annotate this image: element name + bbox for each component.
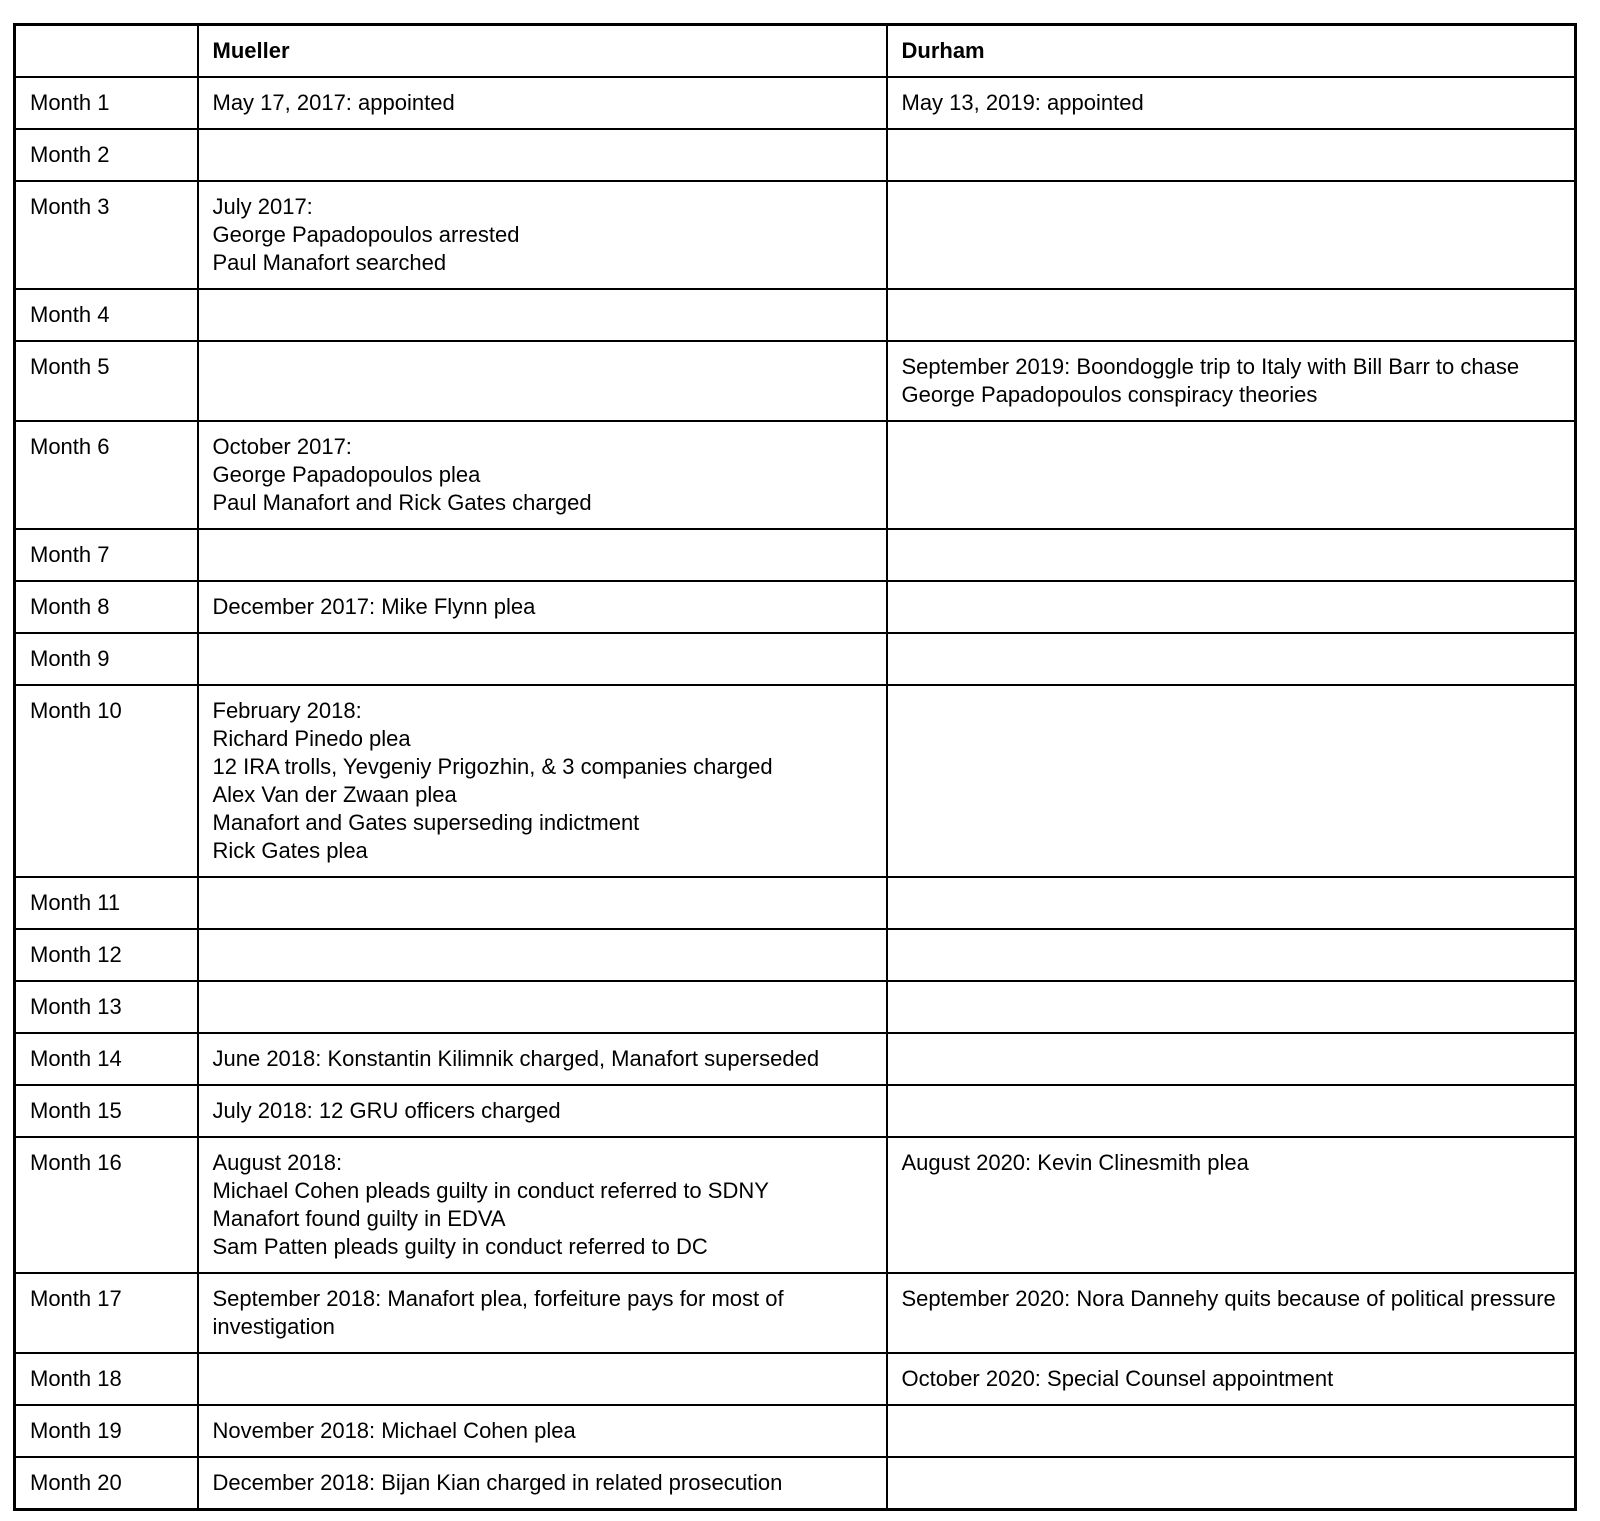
durham-cell [887, 581, 1576, 633]
cell-line: September 2018: Manafort plea, forfeiture pays for most of investigation [212, 1286, 784, 1339]
cell-line: September 2019: Boondoggle trip to Italy with Bill Barr to chase George Papadopoulos conspiracy theories [901, 354, 1520, 407]
table-row [15, 633, 1576, 685]
header-mueller: Mueller [198, 25, 887, 78]
cell-line: Sam Patten pleads guilty in conduct referred to DC [212, 1234, 708, 1259]
durham-cell [887, 341, 1576, 421]
cell-line: May 17, 2017: appointed [212, 90, 455, 115]
mueller-cell [198, 581, 887, 633]
mueller-cell [198, 341, 887, 421]
month-label: Month 12 [15, 929, 198, 981]
mueller-cell [198, 877, 887, 929]
durham-cell [887, 421, 1576, 529]
month-label: Month 20 [15, 1457, 198, 1510]
table-row [15, 1085, 1576, 1137]
durham-cell [887, 529, 1576, 581]
cell-line: August 2018: [212, 1150, 343, 1175]
cell-line: May 13, 2019: appointed [901, 90, 1144, 115]
table-row [15, 1405, 1576, 1457]
month-label: Month 19 [15, 1405, 198, 1457]
month-label: Month 1 [15, 77, 198, 129]
mueller-cell [198, 77, 887, 129]
table-row [15, 685, 1576, 877]
table-row [15, 1457, 1576, 1510]
cell-line: June 2018: Konstantin Kilimnik charged, Manafort superseded [212, 1046, 820, 1071]
mueller-cell [198, 981, 887, 1033]
durham-cell [887, 1137, 1576, 1273]
month-label: Month 5 [15, 341, 198, 421]
table-row [15, 581, 1576, 633]
durham-cell [887, 1457, 1576, 1510]
month-label: Month 6 [15, 421, 198, 529]
durham-cell [887, 1085, 1576, 1137]
cell-line: George Papadopoulos arrested [212, 222, 520, 247]
month-label: Month 13 [15, 981, 198, 1033]
cell-line: Alex Van der Zwaan plea [212, 782, 457, 807]
mueller-cell [198, 1457, 887, 1510]
mueller-cell [198, 181, 887, 289]
cell-line: Michael Cohen pleads guilty in conduct referred to SDNY [212, 1178, 769, 1203]
month-label: Month 17 [15, 1273, 198, 1353]
durham-cell [887, 633, 1576, 685]
header-row [15, 25, 1576, 78]
durham-cell [887, 289, 1576, 341]
month-label: Month 15 [15, 1085, 198, 1137]
month-label: Month 8 [15, 581, 198, 633]
durham-cell [887, 181, 1576, 289]
mueller-cell [198, 633, 887, 685]
month-label: Month 9 [15, 633, 198, 685]
cell-line: Manafort and Gates superseding indictment [212, 810, 640, 835]
durham-cell [887, 77, 1576, 129]
cell-line: November 2018: Michael Cohen plea [212, 1418, 576, 1443]
mueller-cell [198, 1137, 887, 1273]
cell-line: George Papadopoulos plea [212, 462, 481, 487]
cell-line: July 2018: 12 GRU officers charged [212, 1098, 561, 1123]
table-row [15, 1137, 1576, 1273]
cell-line: Richard Pinedo plea [212, 726, 411, 751]
month-label: Month 14 [15, 1033, 198, 1085]
table-row [15, 421, 1576, 529]
month-label: Month 11 [15, 877, 198, 929]
table-row [15, 981, 1576, 1033]
mueller-cell [198, 1033, 887, 1085]
cell-line: Paul Manafort searched [212, 250, 447, 275]
durham-cell [887, 1405, 1576, 1457]
cell-line: December 2018: Bijan Kian charged in related prosecution [212, 1470, 783, 1495]
cell-line: September 2020: Nora Dannehy quits because of political pressure [901, 1286, 1556, 1311]
mueller-cell [198, 685, 887, 877]
cell-line: December 2017: Mike Flynn plea [212, 594, 536, 619]
table-row [15, 77, 1576, 129]
month-label: Month 7 [15, 529, 198, 581]
cell-line: February 2018: [212, 698, 362, 723]
table-row [15, 529, 1576, 581]
cell-line: Manafort found guilty in EDVA [212, 1206, 506, 1231]
timeline-comparison-table [13, 23, 1577, 1511]
header-empty-cell [15, 25, 198, 78]
durham-cell [887, 877, 1576, 929]
month-label: Month 4 [15, 289, 198, 341]
table-row [15, 877, 1576, 929]
mueller-cell [198, 529, 887, 581]
mueller-cell [198, 1085, 887, 1137]
header-durham: Durham [887, 25, 1576, 78]
mueller-cell [198, 1273, 887, 1353]
table-row [15, 129, 1576, 181]
mueller-cell [198, 289, 887, 341]
durham-cell [887, 685, 1576, 877]
cell-line: August 2020: Kevin Clinesmith plea [901, 1150, 1249, 1175]
mueller-cell [198, 421, 887, 529]
durham-cell [887, 1033, 1576, 1085]
mueller-cell [198, 1353, 887, 1405]
table-row [15, 1273, 1576, 1353]
durham-cell [887, 981, 1576, 1033]
durham-cell [887, 929, 1576, 981]
mueller-cell [198, 929, 887, 981]
mueller-cell [198, 1405, 887, 1457]
table-row [15, 289, 1576, 341]
table-row [15, 1033, 1576, 1085]
month-label: Month 18 [15, 1353, 198, 1405]
mueller-cell [198, 129, 887, 181]
month-label: Month 16 [15, 1137, 198, 1273]
month-label: Month 2 [15, 129, 198, 181]
month-label: Month 3 [15, 181, 198, 289]
cell-line: Paul Manafort and Rick Gates charged [212, 490, 592, 515]
cell-line: Rick Gates plea [212, 838, 368, 863]
month-label: Month 10 [15, 685, 198, 877]
cell-line: October 2020: Special Counsel appointment [901, 1366, 1334, 1391]
cell-line: July 2017: [212, 194, 313, 219]
durham-cell [887, 129, 1576, 181]
table-row [15, 1353, 1576, 1405]
table-row [15, 929, 1576, 981]
cell-line: October 2017: [212, 434, 352, 459]
durham-cell [887, 1273, 1576, 1353]
table-row [15, 341, 1576, 421]
table-row [15, 181, 1576, 289]
cell-line: 12 IRA trolls, Yevgeniy Prigozhin, & 3 companies charged [212, 754, 773, 779]
durham-cell [887, 1353, 1576, 1405]
